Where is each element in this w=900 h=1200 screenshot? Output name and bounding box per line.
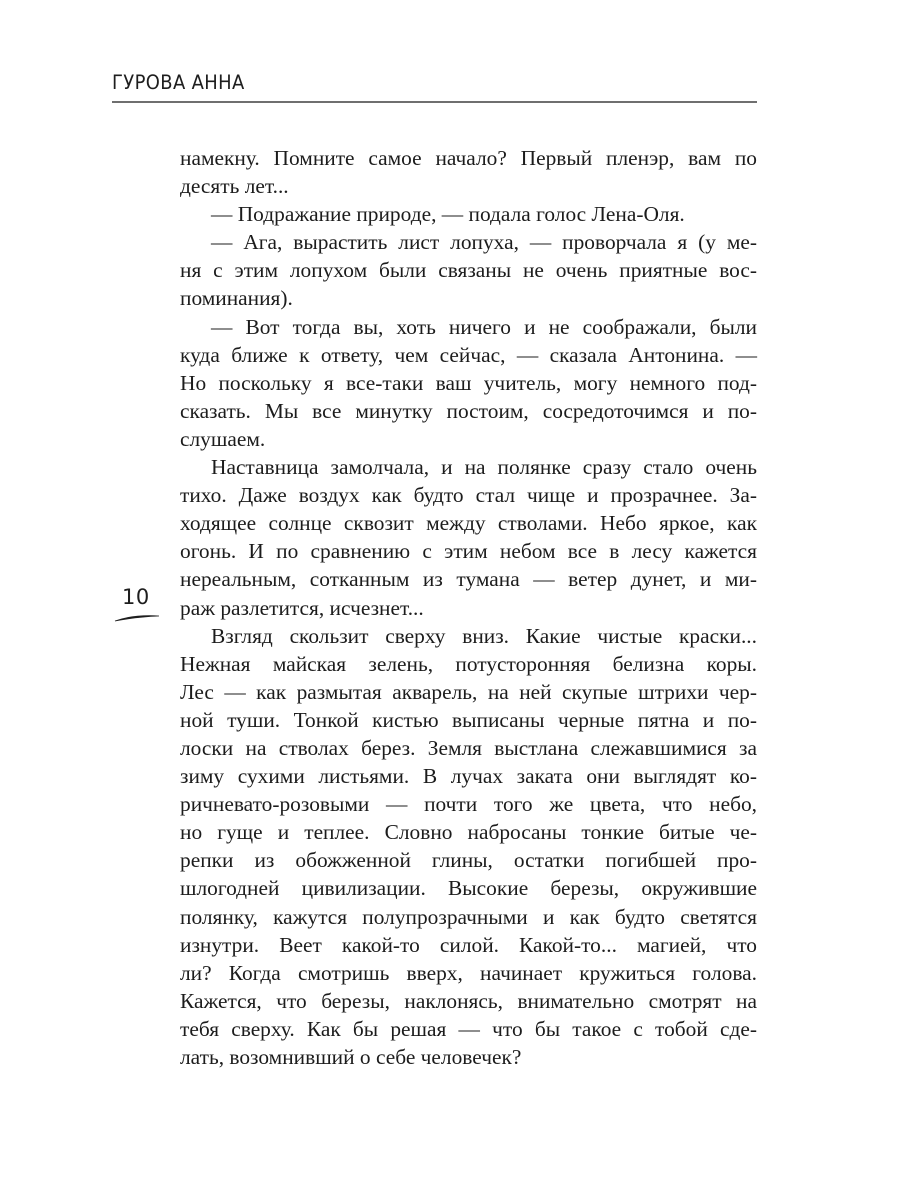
text-line: полянку, кажутся полупрозрачными и как будто светятся — [180, 904, 757, 929]
text-line: ходящее солнце сквозит между стволами. Небо яркое, как — [180, 511, 757, 536]
text-line: ной туши. Тонкой кистью выписаны черные пятна и по- — [180, 707, 757, 732]
text-line: — Ага, вырастить лист лопуха, — проворчала я (у ме- — [211, 230, 757, 255]
text-line: куда ближе к ответу, чем сейчас, — сказала Антонина. — — [180, 342, 757, 367]
text-line: тихо. Даже воздух как будто стал чище и прозрачнее. За- — [180, 483, 757, 508]
text-line: Нежная майская зелень, потусторонняя белизна коры. — [180, 651, 757, 676]
text-line: Но поскольку я все-таки ваш учитель, могу немного под- — [180, 370, 757, 395]
text-line: слушаем. — [180, 426, 266, 451]
text-line: шлогодней цивилизации. Высокие березы, окружившие — [180, 876, 757, 901]
body-text — [180, 144, 757, 1071]
text-line: лать, возомнивший о себе человечек? — [180, 1045, 522, 1069]
page-number: 10 — [122, 585, 150, 609]
text-line: Наставница замолчала, и на полянке сразу стало очень — [211, 455, 757, 480]
text-line: изнутри. Веет какой-то силой. Какой-то... магией, что — [180, 932, 757, 957]
text-line: ричневато-розовыми — почти того же цвета, что небо, — [180, 792, 757, 817]
text-line: ня с этим лопухом были связаны не очень приятные вос- — [180, 258, 757, 283]
header-rule — [112, 101, 757, 103]
text-line: Взгляд скользит сверху вниз. Какие чистые краски... — [211, 623, 757, 648]
text-line: огонь. И по сравнению с этим небом все в лесу кажется — [180, 539, 757, 564]
text-line: — Вот тогда вы, хоть ничего и не соображали, были — [211, 314, 757, 339]
text-line: раж разлетится, исчезнет... — [180, 595, 424, 620]
text-line: лоски на стволах берез. Земля выстлана слежавшимися за — [180, 735, 757, 760]
text-line: намекну. Помните самое начало? Первый пленэр, вам по — [180, 146, 757, 170]
text-line: — Подражание природе, — подала голос Лена-Оля. — [211, 202, 685, 227]
text-line: нереальным, сотканным из тумана — ветер дунет, и ми- — [180, 567, 757, 592]
text-line: Кажется, что березы, наклонясь, внимательно смотрят на — [180, 988, 757, 1013]
text-line: ли? Когда смотришь вверх, начинает кружиться голова. — [180, 960, 757, 985]
page-number-swash-icon — [114, 611, 160, 623]
text-line: но гуще и теплее. Словно набросаны тонкие битые че- — [180, 820, 757, 845]
text-line: десять лет... — [180, 174, 289, 199]
text-line: репки из обожженной глины, остатки погибшей про- — [180, 848, 757, 873]
text-line: сказать. Мы все минутку постоим, сосредоточимся и по- — [180, 398, 757, 423]
text-line: тебя сверху. Как бы решая — что бы такое с тобой сде- — [180, 1016, 757, 1041]
text-line: Лес — как размытая акварель, на ней скупые штрихи чер- — [180, 679, 757, 704]
running-head-author: ГУРОВА АННА — [112, 71, 245, 94]
text-line: поминания). — [180, 286, 293, 311]
text-line: зиму сухими листьями. В лучах заката они выглядят ко- — [180, 764, 757, 789]
